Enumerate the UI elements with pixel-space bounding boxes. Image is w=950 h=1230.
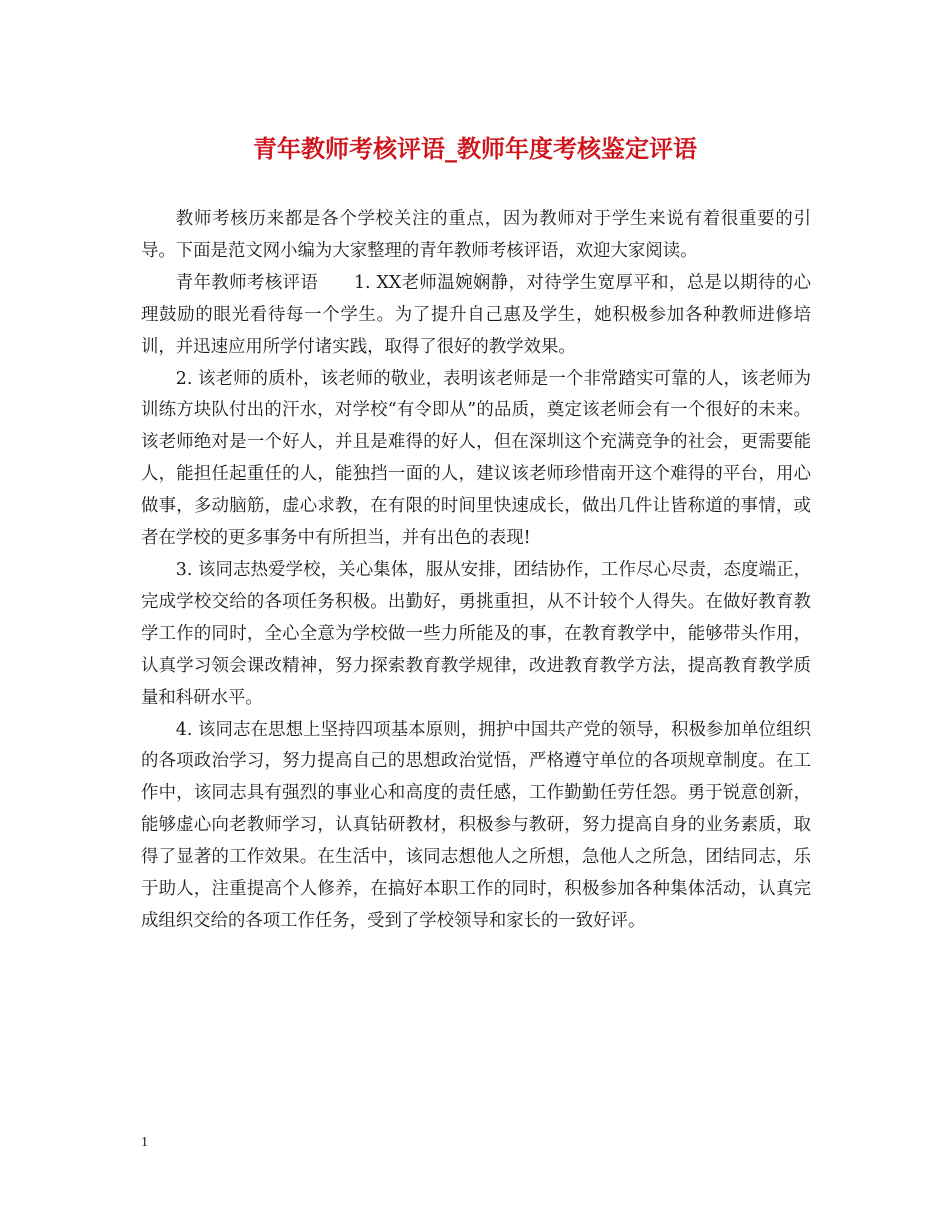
document-body — [141, 204, 811, 938]
comment-paragraph-1: 青年教师考核评语 1. XX老师温婉娴静，对待学生宽厚平和，总是以期待的心理鼓励的眼光看待每一个学生。为了提升自己惠及学生，她积极参加各种教师进修培训，并迅速应用所学付诸实践，取得了很好的教学效果。 — [141, 272, 811, 357]
comment-paragraph-3: 3. 该同志热爱学校，关心集体，服从安排，团结协作，工作尽心尽责，态度端正，完成学校交给的各项任务积极。出勤好，勇挑重担，从不计较个人得失。在做好教育教学工作的同时，全心全意为学校做一些力所能及的事，在教育教学中，能够带头作用，认真学习领会课改精神，努力探索教育教学规律，改进教育教学方法，提高教育教学质量和科研水平。 — [141, 559, 811, 708]
comment-paragraph-2: 2. 该老师的质朴，该老师的敬业，表明该老师是一个非常踏实可靠的人，该老师为训练方块队付出的汗水，对学校“有令即从”的品质，奠定该老师会有一个很好的未来。该老师绝对是一个好人，并且是难得的好人，但在深圳这个充满竞争的社会，更需要能人，能担任起重任的人，能独挡一面的人，建议该老师珍惜南开这个难得的平台，用心做事，多动脑筋，虚心求教，在有限的时间里快速成长，做出几件让皆称道的事情，或者在学校的更多事务中有所担当，并有出色的表现! — [141, 368, 811, 549]
comment-paragraph-4: 4. 该同志在思想上坚持四项基本原则，拥护中国共产党的领导，积极参加单位组织的各项政治学习，努力提高自己的思想政治觉悟，严格遵守单位的各项规章制度。在工作中，该同志具有强烈的事业心和高度的责任感，工作勤勤任劳任怨。勇于锐意创新，能够虚心向老教师学习，认真钻研教材，积极参与教研，努力提高自身的业务素质，取得了显著的工作效果。在生活中，该同志想他人之所想，急他人之所急，团结同志，乐于助人，注重提高个人修养，在搞好本职工作的同时，积极参加各种集体活动，认真完成组织交给的各项工作任务，受到了学校领导和家长的一致好评。 — [141, 719, 811, 931]
intro-paragraph: 教师考核历来都是各个学校关注的重点，因为教师对于学生来说有着很重要的引导。下面是范文网小编为大家整理的青年教师考核评语，欢迎大家阅读。 — [141, 209, 811, 261]
page-number: 1 — [141, 1135, 148, 1150]
document-title: 青年教师考核评语_教师年度考核鉴定评语 — [253, 134, 697, 163]
